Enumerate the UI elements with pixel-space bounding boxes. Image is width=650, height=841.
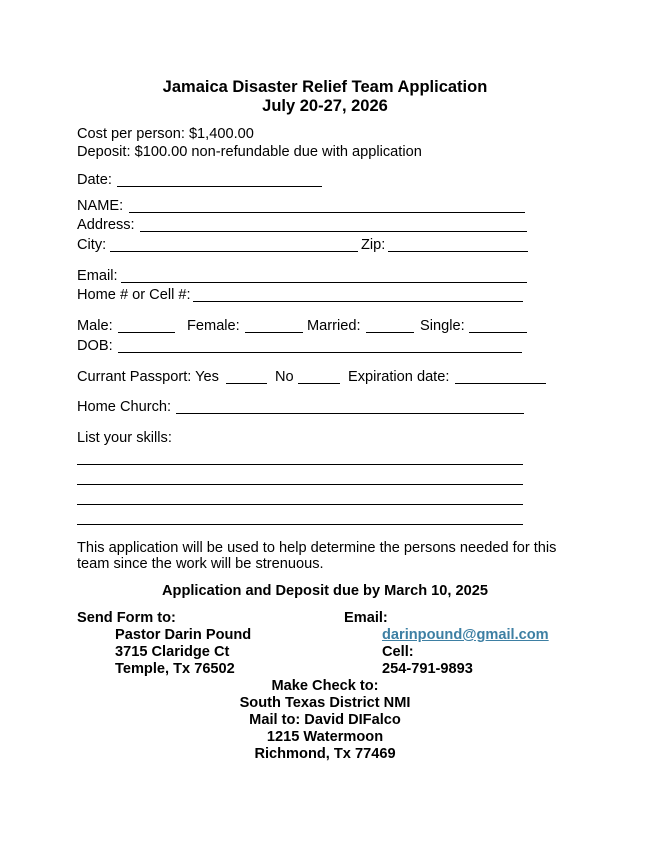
female-label: Female:	[187, 318, 240, 334]
dob-label: DOB:	[77, 338, 113, 354]
single-field[interactable]	[469, 332, 527, 333]
send-city: Temple, Tx 76502	[115, 661, 235, 677]
note-line-2: team since the work will be strenuous.	[77, 556, 324, 572]
check-heading: Make Check to:	[271, 678, 379, 694]
cell-heading: Cell:	[382, 644, 414, 660]
church-field[interactable]	[176, 413, 524, 414]
single-label: Single:	[420, 318, 465, 334]
address-field[interactable]	[140, 231, 527, 232]
expiration-field[interactable]	[455, 383, 546, 384]
dob-field[interactable]	[118, 352, 522, 353]
passport-yes-field[interactable]	[226, 383, 267, 384]
date-field[interactable]	[117, 186, 322, 187]
email-link[interactable]: darinpound@gmail.com	[382, 627, 549, 643]
email-heading: Email:	[344, 610, 388, 626]
note-line-1: This application will be used to help determine the persons needed for this	[77, 540, 557, 556]
name-field[interactable]	[129, 212, 525, 213]
mail-street: 1215 Watermoon	[266, 729, 384, 745]
zip-field[interactable]	[388, 251, 528, 252]
zip-label: Zip:	[361, 237, 386, 253]
cell-number: 254-791-9893	[382, 661, 473, 677]
passport-no-label: No	[275, 369, 294, 385]
church-label: Home Church:	[77, 399, 172, 415]
check-payee: South Texas District NMI	[239, 695, 411, 711]
address-label: Address:	[77, 217, 135, 233]
email-label: Email:	[77, 268, 118, 284]
phone-label: Home # or Cell #:	[77, 287, 191, 303]
deposit-text: Deposit: $100.00 non-refundable due with application	[77, 144, 422, 160]
female-field[interactable]	[245, 332, 303, 333]
skills-line[interactable]	[77, 524, 523, 525]
skills-line[interactable]	[77, 504, 523, 505]
send-street: 3715 Claridge Ct	[115, 644, 230, 660]
city-label: City:	[77, 237, 107, 253]
mail-to: Mail to: David DIFalco	[249, 712, 401, 728]
skills-line[interactable]	[77, 484, 523, 485]
male-field[interactable]	[118, 332, 175, 333]
passport-label: Currant Passport: Yes	[77, 369, 219, 385]
due-date-text: Application and Deposit due by March 10, 2025	[161, 583, 488, 599]
married-label: Married:	[307, 318, 361, 334]
city-field[interactable]	[110, 251, 358, 252]
trip-dates: July 20-27, 2026	[262, 97, 388, 115]
expiration-label: Expiration date:	[348, 369, 450, 385]
name-label: NAME:	[77, 198, 124, 214]
page-title: Jamaica Disaster Relief Team Application	[162, 78, 488, 96]
male-label: Male:	[77, 318, 113, 334]
cost-text: Cost per person: $1,400.00	[77, 126, 254, 142]
phone-field[interactable]	[193, 301, 523, 302]
send-name: Pastor Darin Pound	[115, 627, 252, 643]
skills-line[interactable]	[77, 464, 523, 465]
mail-city: Richmond, Tx 77469	[254, 746, 396, 762]
email-field[interactable]	[121, 282, 527, 283]
married-field[interactable]	[366, 332, 414, 333]
skills-label: List your skills:	[77, 430, 172, 446]
date-label: Date:	[77, 172, 112, 188]
passport-no-field[interactable]	[298, 383, 340, 384]
send-form-heading: Send Form to:	[77, 610, 176, 626]
